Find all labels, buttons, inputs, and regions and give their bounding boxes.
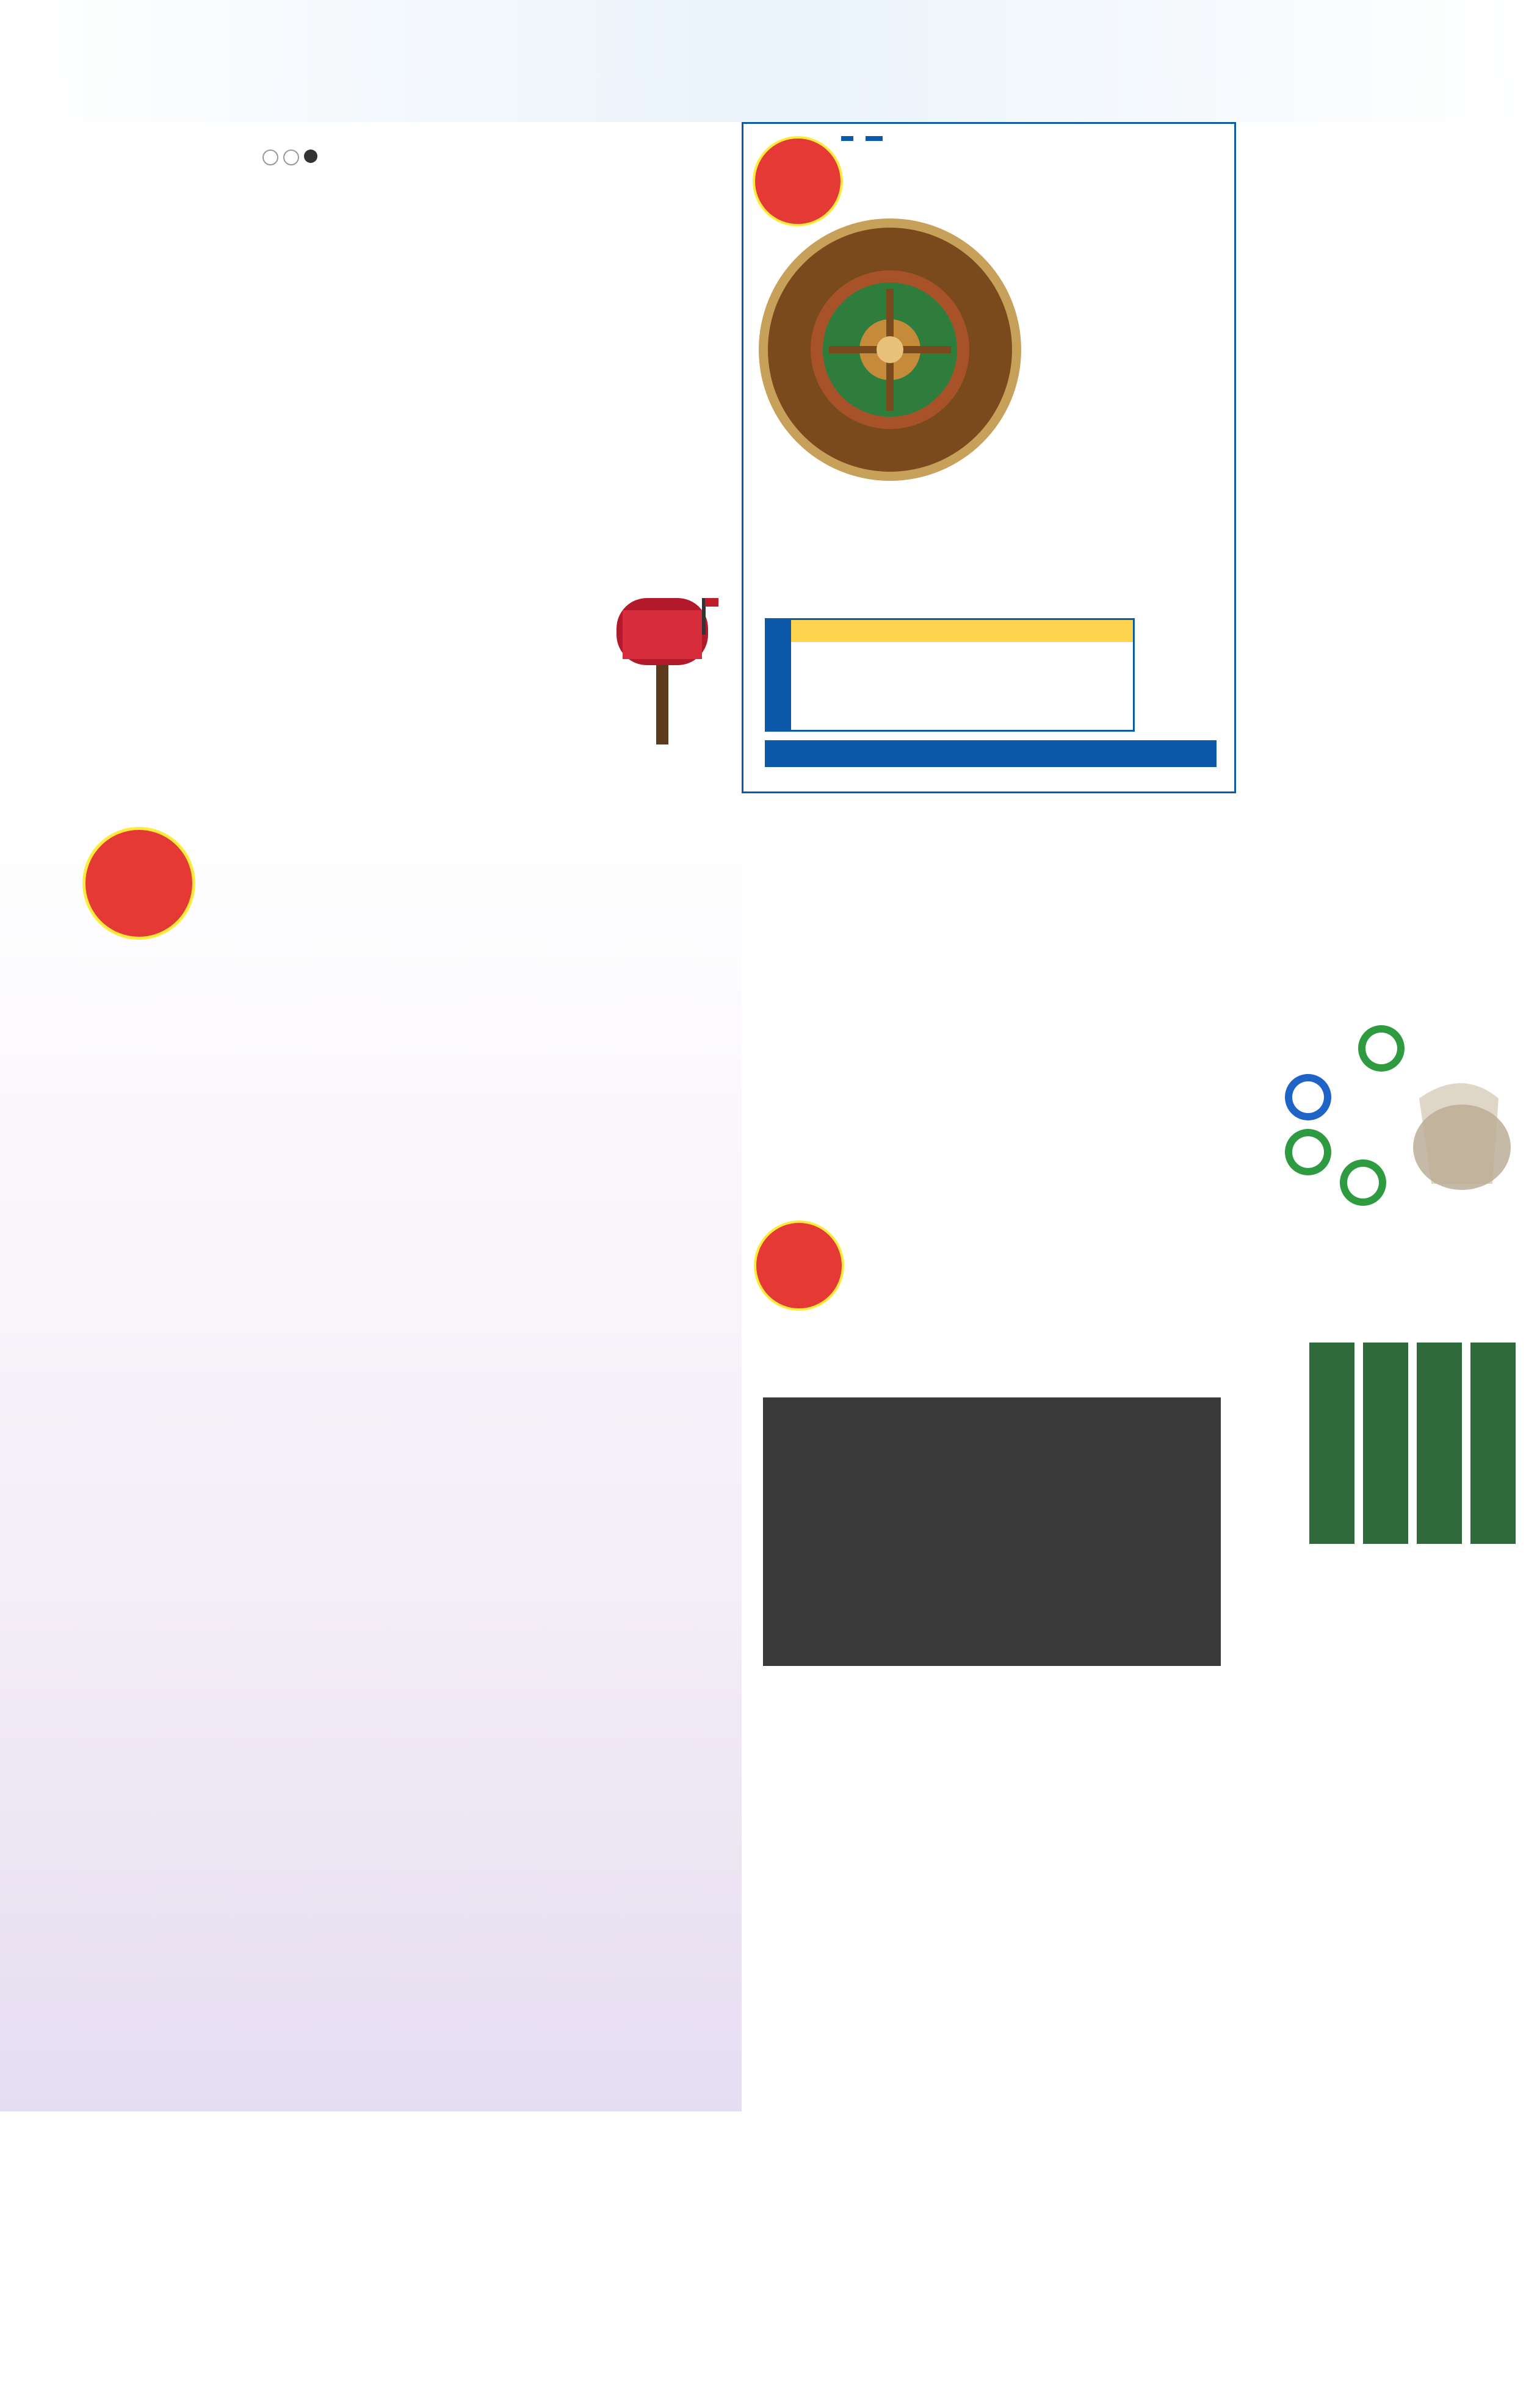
stats-table-wrap [763,766,1215,1187]
roulette-text [1030,215,1220,222]
poem-panel [1248,1227,1526,1605]
stone-panel [742,1214,1236,1855]
poem-line [1309,1343,1354,1544]
recommendation-side [767,620,791,730]
recommendation-box [765,618,1135,732]
roulette-title [841,136,883,141]
stone-badge [754,1220,844,1311]
recommendation-title [791,620,1133,642]
poem-lines [1309,1343,1516,1544]
blossom-decoration [641,0,1526,122]
stones-photo [763,1397,1221,1666]
trend-ball-4 [1340,1159,1386,1206]
poem-line [1470,1343,1516,1544]
stats-title [765,740,1217,767]
proverb-text [1260,1745,1517,2392]
roulette-wheel [756,215,1024,484]
strategy-body [128,1086,726,1788]
letters-column-1 [18,192,360,217]
trend-ball-3 [1285,1129,1331,1175]
stone-text [763,1675,1215,1694]
strategy-badge [82,827,195,940]
poem-line [1417,1343,1462,1544]
mailbox-illustration [598,586,720,751]
dots-decoration [262,150,317,165]
roulette-panel [742,122,1236,793]
page-header [0,0,1526,122]
horse-illustration [1395,1062,1523,1208]
strategy-panel [0,793,742,2111]
proverb-panel [1248,1617,1526,2408]
poem-line [1363,1343,1408,1544]
letters-column-2 [378,192,720,211]
roulette-badge [753,136,843,226]
letters-panel [0,122,742,763]
trend-ball-2 [1285,1074,1331,1120]
trend-text [1264,238,1520,1135]
special-panel [0,2111,742,2408]
trend-panel [1248,122,1526,1214]
